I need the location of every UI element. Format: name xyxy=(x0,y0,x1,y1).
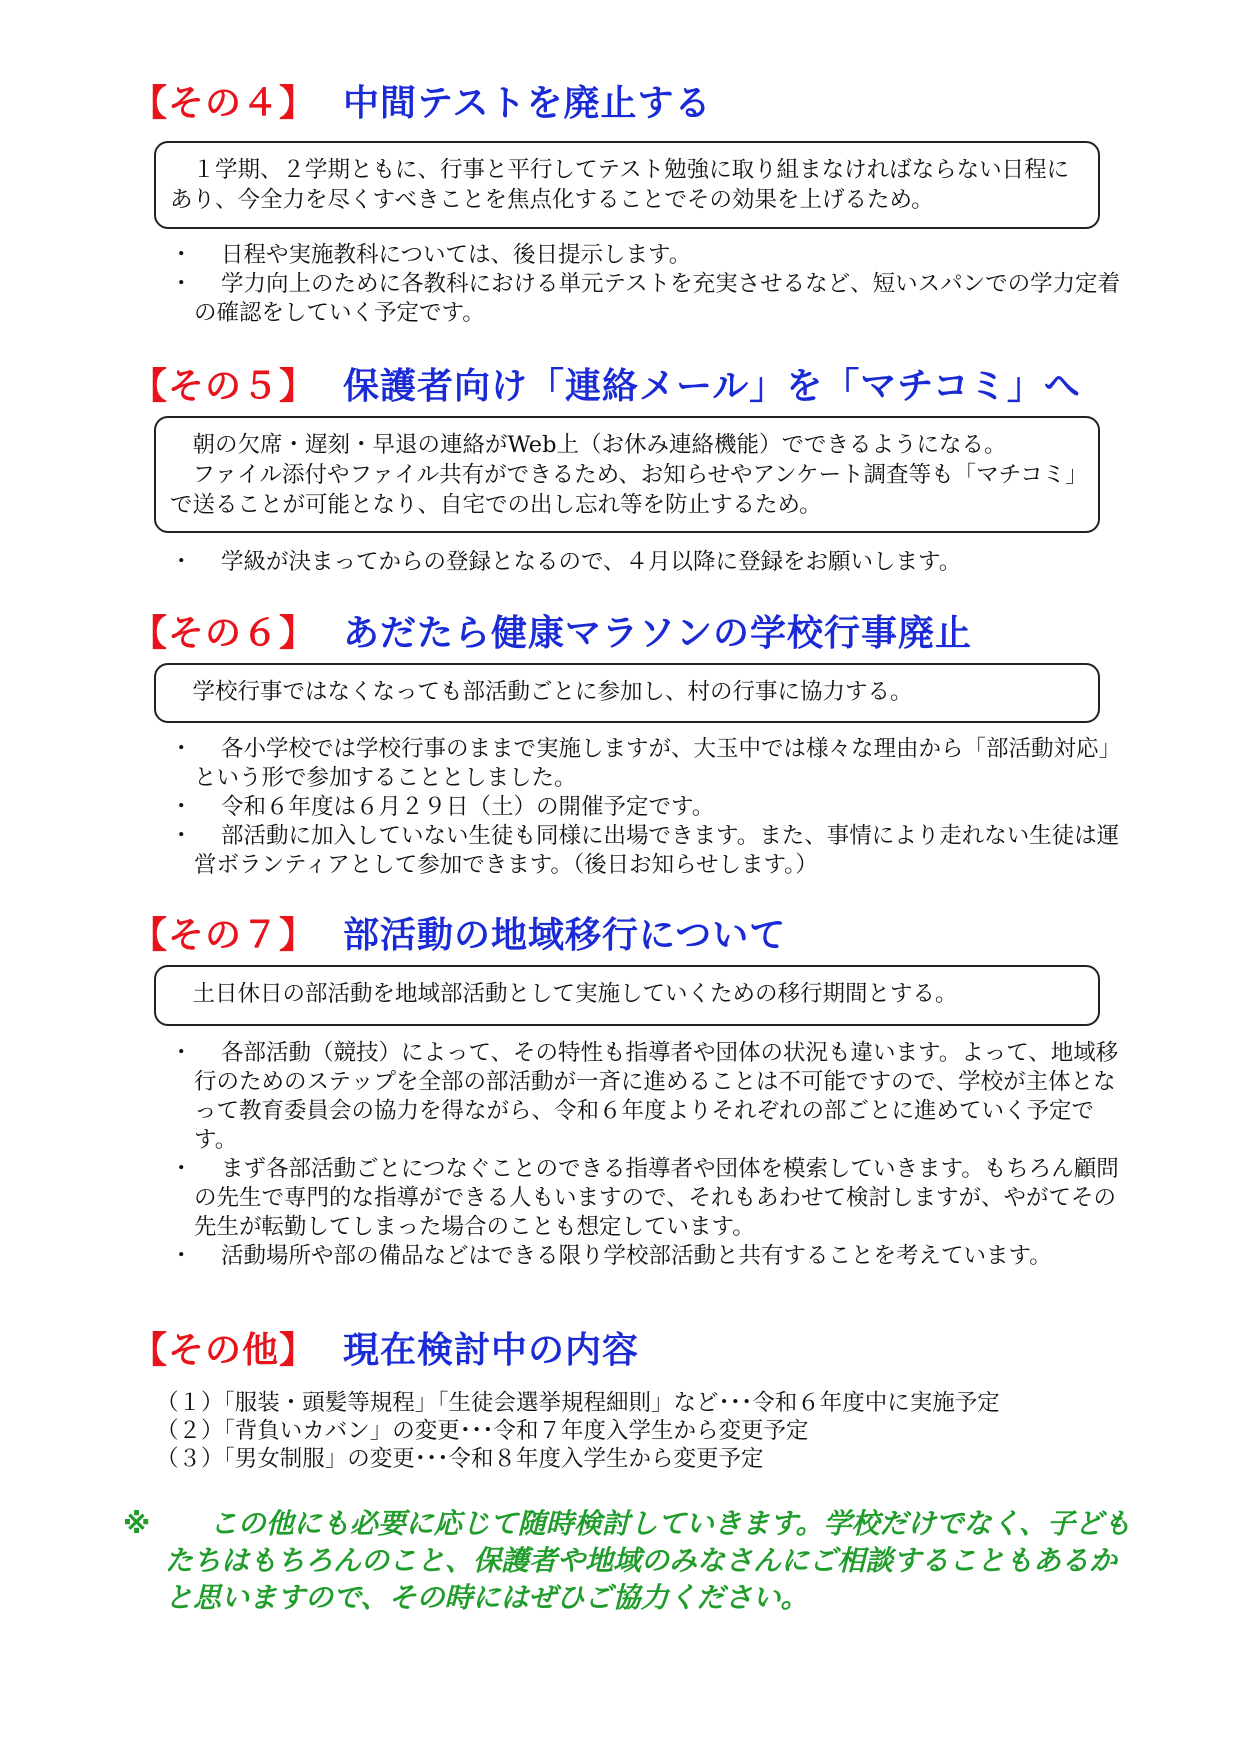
section-6-tag: 【その６】 xyxy=(131,612,317,654)
list-item: ・ まず各部活動ごとにつなぐことのできる指導者や団体を模索していきます。もちろん顧問の先生で専門的な指導ができる人もいますので、それもあわせて検討しますが、やがてその先生が転勤してしまった場合のことも想定しています。 xyxy=(170,1156,1119,1240)
section-4-heading xyxy=(131,72,712,128)
closing-note-text: この他にも必要に応じて随時検討していきます。学校だけでなく、子どもたちはもちろんのこと、保護者や地域のみなさんにご相談することもあるかと思いますので、その時にはぜひご協力ください。 xyxy=(165,1507,1132,1614)
section-5-summary-box xyxy=(154,416,1100,533)
section-6-heading xyxy=(131,602,972,658)
list-item: ・ 各部活動（競技）によって、その特性も指導者や団体の状況も違います。よって、地域移行のためのステップを全部の部活動が一斉に進めることは不可能ですので、学校が主体となって教育委員会の協力を得ながら、令和６年度よりそれぞれの部ごとに進めていく予定です。 xyxy=(170,1040,1119,1153)
section-5-summary-line-1: 朝の欠席・遅刻・早退の連絡がWeb上（お休み連絡機能）でできるようになる。 xyxy=(170,432,1007,458)
section-6-title: あだたら健康マラソンの学校行事廃止 xyxy=(343,612,973,654)
section-6-summary-box xyxy=(154,663,1100,723)
list-item: ・ 学力向上のために各教科における単元テストを充実させるなど、短いスパンでの学力定着の確認をしていく予定です。 xyxy=(170,271,1121,326)
section-5-bullets xyxy=(168,548,1128,577)
section-7-tag: 【その７】 xyxy=(131,914,317,956)
section-5-heading xyxy=(131,355,1081,411)
others-title: 現在検討中の内容 xyxy=(343,1329,640,1371)
others-tag: 【その他】 xyxy=(131,1329,317,1371)
section-4-title: 中間テストを廃止する xyxy=(343,82,712,124)
list-item: ・ 令和６年度は６月２９日（土）の開催予定です。 xyxy=(170,794,715,820)
reference-mark: ※ xyxy=(123,1507,151,1540)
section-6-summary: 学校行事ではなくなっても部活動ごとに参加し、村の行事に協力する。 xyxy=(170,679,913,705)
section-4-tag: 【その４】 xyxy=(131,82,317,124)
closing-note xyxy=(123,1505,1133,1616)
section-7-heading xyxy=(131,904,786,960)
list-item: ・ 部活動に加入していない生徒も同様に出場できます。また、事情により走れない生徒は運営ボランティアとして参加できます。（後日お知らせします。） xyxy=(170,823,1120,878)
list-item: ・ 各小学校では学校行事のままで実施しますが、大玉中では様々な理由から「部活動対応」という形で参加することとしました。 xyxy=(170,736,1122,791)
list-item: （１）「服装・頭髪等規程」「生徒会選挙規程細則」など･･･令和６年度中に実施予定 xyxy=(156,1390,1000,1416)
list-item: ・ 日程や実施教科については、後日提示します。 xyxy=(170,242,692,268)
list-item: ・ 学級が決まってからの登録となるので、４月以降に登録をお願いします。 xyxy=(170,549,962,575)
section-4-bullets xyxy=(168,241,1128,328)
section-7-bullets xyxy=(168,1039,1128,1271)
section-7-summary: 土日休日の部活動を地域部活動として実施していくための移行期間とする。 xyxy=(170,981,958,1007)
others-heading xyxy=(131,1319,639,1375)
list-item: （３）「男女制服」の変更･･･令和８年度入学生から変更予定 xyxy=(156,1446,764,1472)
section-6-bullets xyxy=(168,735,1128,880)
section-7-title: 部活動の地域移行について xyxy=(343,914,787,956)
others-list xyxy=(156,1389,1136,1473)
section-7-summary-box xyxy=(154,965,1100,1026)
list-item: ・ 活動場所や部の備品などはできる限り学校部活動と共有することを考えています。 xyxy=(170,1243,1052,1269)
list-item: （２）「背負いカバン」の変更･･･令和７年度入学生から変更予定 xyxy=(156,1418,809,1444)
section-5-title: 保護者向け「連絡メール」を「マチコミ」へ xyxy=(343,365,1081,407)
section-5-summary-line-2: ファイル添付やファイル共有ができるため、お知らせやアンケート調査等も「マチコミ」で送ることが可能となり、自宅での出し忘れ等を防止するため。 xyxy=(170,462,1077,518)
section-4-summary: １学期、２学期ともに、行事と平行してテスト勉強に取り組まなければならない日程にあり、今全力を尽くすべきことを焦点化することでその効果を上げるため。 xyxy=(170,157,1070,213)
section-4-summary-box xyxy=(154,141,1100,229)
section-5-tag: 【その５】 xyxy=(131,365,317,407)
